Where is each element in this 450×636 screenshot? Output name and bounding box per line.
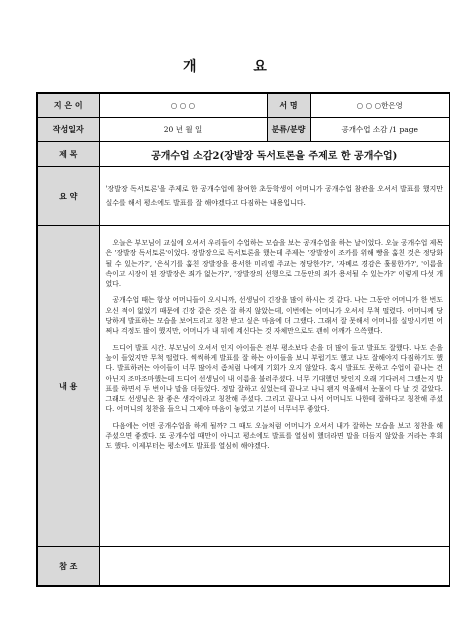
reference-value: [99, 547, 450, 587]
reference-row: [37, 547, 450, 587]
writer-value: ○ ○ ○: [99, 93, 267, 118]
summary-value: '장발장 독서토론'을 주제로 한 공개수업에 참여한 초등학생이 어머니가 공개수업 참관을 오셔서 발표를 했지만 실수를 해서 평소에도 발표를 잘 해야겠다고 다짐하는 내용입니다.: [99, 167, 450, 226]
date-label: 작성일자: [37, 118, 99, 142]
signature-label: 서 명: [267, 93, 310, 118]
category-label: 분류/분량: [267, 118, 310, 142]
content-paragraph-1: 오늘은 부모님이 교실에 오셔서 우리들이 수업하는 모습을 보는 공개수업을 하는 날이었다. 오늘 공개수업 제목은 '장발장 독서토론'이었다. 장발장으로 독서토론을 했는데 주제는 '장발장이 조카를 위해 빵을 훔친 것은 정당화될 수 있는가?', '은식기를 훔친 장발장을 용서한 미리엘 주교는 정당한가?', '자베르 경감은 훌륭한가?', '이름을 속이고 시장이 된 장발장은 죄가 없는가?', '장발장의 선행으로 그동안의 죄가 용서될 수 있는가?' 이렇게 다섯 개였다.: [105, 239, 443, 289]
summary-label: 요 약: [37, 167, 99, 226]
content-paragraph-2: 공개수업 때는 항상 어머니들이 오시니까, 선생님이 긴장을 많이 하시는 것 같다. 나는 그동안 어머니가 한 번도 오신 적이 없었기 때문에 긴장 같은 것은 잘 하지 않았는데, 이번에는 어머니가 오셔서 무척 떨렸다. 어머니께 당당하게 발표하는 모습을 보여드리고 칭찬 받고 싶은 마음에 더 그랬다. 그래서 잘 못해서 어머니를 실망시키면 어쩌나 걱정도 많이 했지만, 어머니가 내 뒤에 계신다는 것 자체만으로도 괜히 어깨가 으쓱했다.: [105, 296, 443, 336]
writer-label: 지 은 이: [37, 93, 99, 118]
subject-value: 공개수업 소감2(장발장 독서토론을 주제로 한 공개수업): [99, 142, 450, 167]
summary-form-table: [36, 92, 450, 587]
content-paragraph-4: 다음에는 어떤 공개수업을 하게 될까? 그 때도 오늘처럼 어머니가 오셔서 내가 잘하는 모습을 보고 칭찬을 해 주셨으면 좋겠다. 또 공개수업 때만이 아니고 평소에도 발표를 열심히 했더라면 말을 더듬지 않았을 거라는 후회도 했다. 이제부터는 평소에도 발표를 열심히 해야겠다.: [105, 421, 443, 451]
content-row: [37, 226, 450, 547]
reference-label: 참 조: [37, 547, 99, 587]
subject-label: 제 목: [37, 142, 99, 167]
date-row: [37, 118, 450, 142]
content-paragraph-3: 드디어 발표 시간. 부모님이 오셔서 인지 아이들은 전부 평소보다 손을 더 많이 들고 발표도 잘했다. 나도 손을 높이 들었지만 무척 떨렸다. 씩씩하게 발표를 잘 하는 아이들을 보니 부럽기도 했고 나도 잘해야지 다짐하기도 했다. 발표하려는 아이들이 너무 많아서 좀처럼 나에게 기회가 오지 않았다. 혹시 발표도 못하고 수업이 끝나는 건 아닌지 조마조마했는데 드디어 선생님이 내 이름을 불러주셨다. 너무 기대했던 탓인지 오래 기다려서 그랬는지 발표를 하면서 두 번이나 말을 더듬었다. 정말 잘하고 싶었는데 끝나고 나니 왠지 억울해서 눈물이 다 날 것 같았다. 그래도 선생님은 참 좋은 생각이라고 칭찬해 주셨다. 그리고 끝나고 나서 어머니도 나한테 잘하다고 칭찬해 주셨다. 어머니의 칭찬을 들으니 그제야 마음이 놓였고 기분이 너무너무 좋았다.: [105, 343, 443, 414]
subject-row: [37, 142, 450, 167]
signature-value: ○ ○ ○한은영: [310, 93, 450, 118]
date-value: 20 년 월 일: [99, 118, 267, 142]
content-label: 내 용: [37, 226, 99, 547]
content-body: [99, 226, 450, 547]
document-title: 개 요: [183, 59, 293, 75]
writer-row: [37, 93, 450, 118]
summary-row: [37, 167, 450, 226]
category-value: 공개수업 소감 /1 page: [310, 118, 450, 142]
